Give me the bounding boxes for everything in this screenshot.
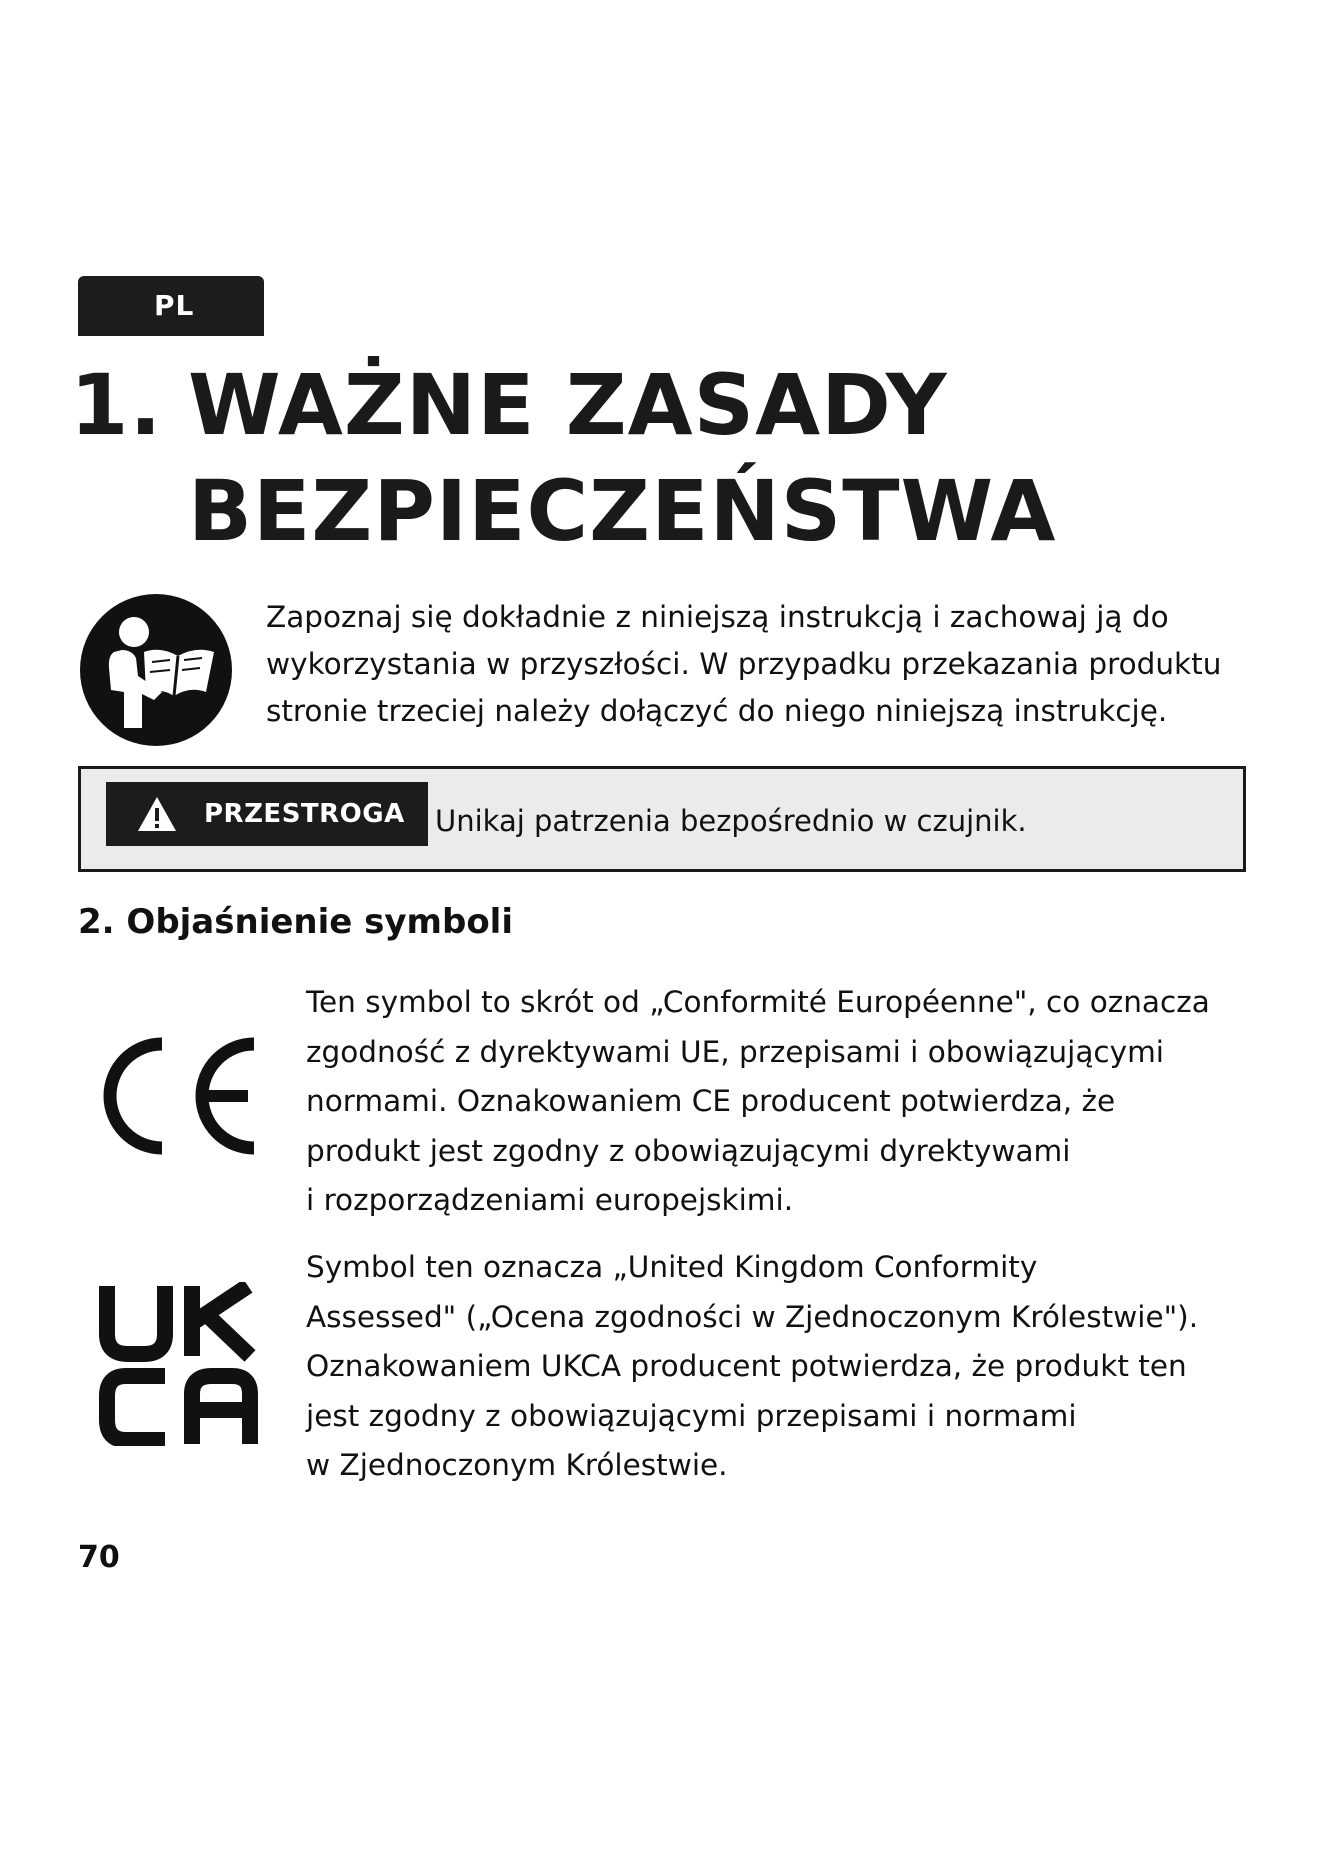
section-heading: 2. Objaśnienie symboli [78, 902, 513, 942]
title-number: 1. [70, 356, 163, 454]
caution-label: PRZESTROGA [204, 799, 405, 829]
ce-line: produkt jest zgodny z obowiązującymi dyrektywami [306, 1133, 1071, 1168]
caution-text: Unikaj patrzenia bezpośrednio w czujnik. [435, 804, 1027, 838]
intro-text [266, 594, 1306, 735]
ce-mark-icon [94, 1036, 262, 1156]
caution-box [78, 766, 1246, 872]
intro-line: stronie trzeciej należy dołączyć do niego niniejszą instrukcję. [266, 694, 1168, 728]
read-instructions-icon [78, 592, 234, 748]
ukca-description [306, 1243, 1306, 1491]
ce-line: i rozporządzeniami europejskimi. [306, 1183, 794, 1217]
ukca-mark-icon [98, 1282, 260, 1446]
title-line-2: BEZPIECZEŃSTWA [188, 462, 1057, 560]
ukca-line: Symbol ten oznacza „United Kingdom Conformity [306, 1250, 1038, 1284]
language-tab: PL [78, 276, 264, 336]
page-title [70, 352, 1056, 564]
warning-triangle-icon [136, 794, 178, 834]
title-line-1: WAŻNE ZASADY [188, 356, 948, 454]
ukca-line: Assessed" („Ocena zgodności w Zjednoczonym Królestwie"). [306, 1299, 1199, 1334]
ce-line: zgodność z dyrektywami UE, przepisami i obowiązującymi [306, 1034, 1165, 1069]
ce-line: normami. Oznakowaniem CE producent potwierdza, że [306, 1084, 1116, 1118]
intro-line: wykorzystania w przyszłości. W przypadku przekazania produktu [266, 647, 1222, 681]
ce-description [306, 978, 1306, 1226]
ukca-line: jest zgodny z obowiązującymi przepisami i normami [306, 1398, 1077, 1433]
caution-badge [106, 782, 428, 846]
ukca-line: Oznakowaniem UKCA producent potwierdza, że produkt ten [306, 1349, 1187, 1383]
ukca-line: w Zjednoczonym Królestwie. [306, 1448, 728, 1482]
intro-line: Zapoznaj się dokładnie z niniejszą instrukcją i zachowaj ją do [266, 600, 1169, 634]
ce-line: Ten symbol to skrót od „Conformité Européenne", co oznacza [306, 985, 1210, 1019]
page-number: 70 [78, 1540, 120, 1575]
